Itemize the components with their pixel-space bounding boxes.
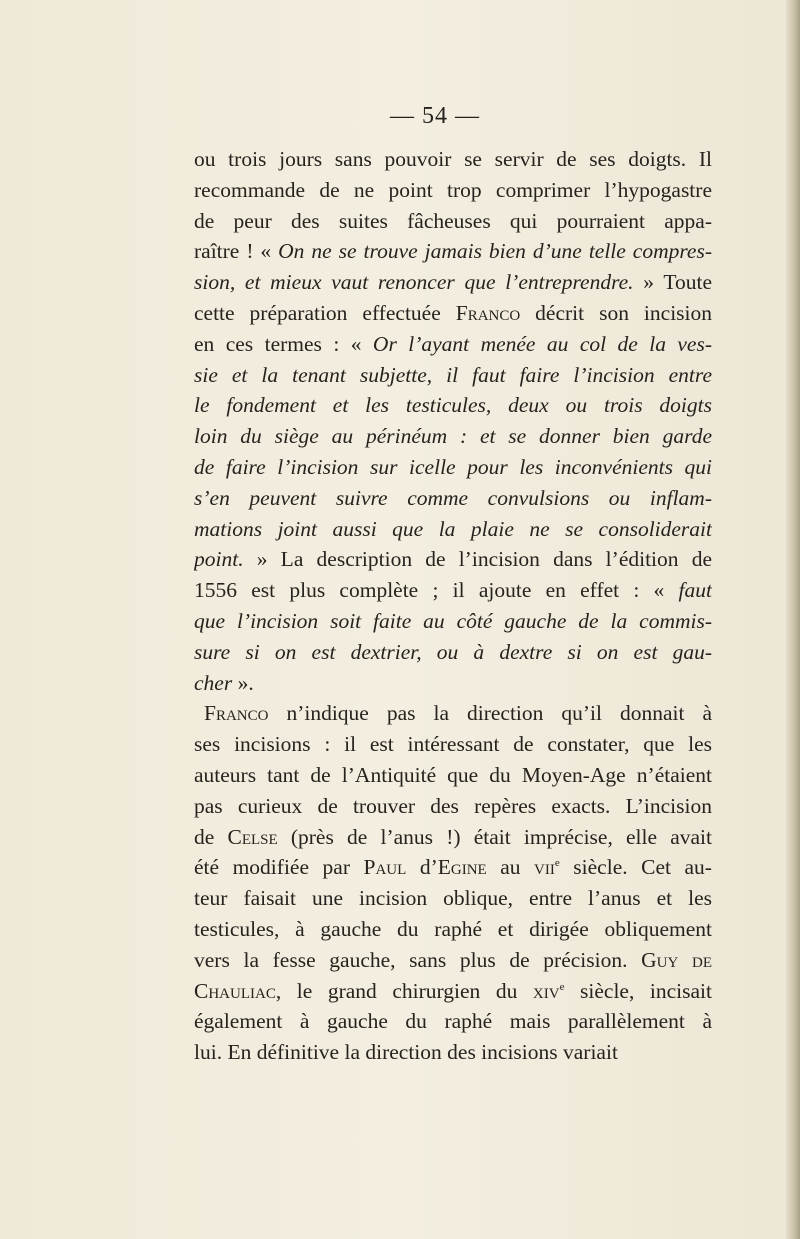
text-run: de peur des suites fâcheuses qui pourraient appa-: [194, 208, 712, 233]
text-run: 1556 est plus complète ; il ajoute en effet : «: [194, 578, 679, 603]
text-line: [194, 421, 712, 452]
text-line: [194, 1037, 712, 1068]
text-run: » Toute: [633, 270, 712, 295]
text-run: de: [194, 824, 228, 849]
text-run: On ne se trouve jamais bien d’une telle compres-: [278, 239, 712, 264]
text-run: cher: [194, 670, 233, 695]
text-run: également à gauche du raphé mais parallèlement à: [194, 1009, 712, 1034]
text-run: Or l’ayant menée au col de la ves-: [372, 331, 712, 356]
text-run: décrit son incision: [520, 300, 712, 325]
text-run: Egine: [437, 855, 487, 880]
text-line: [194, 1006, 712, 1037]
text-run: point.: [194, 547, 244, 572]
text-line: [194, 575, 712, 606]
text-line: [194, 360, 712, 391]
text-run: s’en peuvent suivre comme convulsions ou inflam-: [194, 485, 712, 510]
text-run: testicules, à gauche du raphé et dirigée obliquement: [194, 916, 712, 941]
text-run: auteurs tant de l’Antiquité que du Moyen-Age n’étaient: [194, 762, 712, 787]
text-run: xiv: [532, 978, 560, 1003]
text-line: [194, 822, 712, 853]
text-line: [194, 144, 712, 175]
text-run: cette préparation effectuée: [194, 300, 456, 325]
text-run: siècle, incisait: [564, 978, 712, 1003]
text-line: [194, 668, 712, 699]
superscript: e: [559, 980, 565, 993]
text-run: sure si on est dextrier, ou à dextre si on est gau-: [194, 639, 712, 664]
text-run: de faire l’incision sur icelle pour les inconvénients qui: [194, 454, 712, 479]
text-line: [194, 945, 712, 976]
text-run: en ces termes : «: [194, 331, 373, 356]
text-line: [194, 976, 712, 1007]
text-line: [194, 514, 712, 545]
text-run: que l’incision soit faite au côté gauche de la commis-: [194, 608, 712, 633]
page-number: — 54 —: [390, 103, 480, 129]
text-run: Paul: [363, 855, 407, 880]
text-line: [194, 329, 712, 360]
text-run: ses incisions : il est intéressant de constater, que les: [194, 732, 712, 757]
text-line: [194, 175, 712, 206]
text-run: sion, et mieux vaut renoncer que l’entreprendre.: [194, 270, 634, 295]
text-run: Franco: [204, 701, 269, 726]
text-line: [194, 298, 712, 329]
text-run: ».: [232, 670, 254, 695]
text-line: [194, 883, 712, 914]
text-run: été modifiée par: [194, 855, 364, 880]
text-run: au: [486, 855, 535, 880]
text-run: » La description de l’incision dans l’édition de: [243, 547, 712, 572]
text-line: [194, 544, 712, 575]
text-line: [194, 698, 712, 729]
text-run: siècle. Cet au-: [559, 855, 712, 880]
text-line: [194, 452, 712, 483]
text-run: Guy de: [641, 947, 712, 972]
text-run: n’indique pas la direction qu’il donnait à: [268, 701, 712, 726]
text-line: [194, 390, 712, 421]
text-line: [194, 236, 712, 267]
text-run: le fondement et les testicules, deux ou trois doigts: [194, 393, 712, 418]
text-run: , le grand chirurgien du: [275, 978, 533, 1003]
text-run: (près de l’anus !) était imprécise, elle avait: [277, 824, 712, 849]
text-run: faut: [678, 578, 712, 603]
text-line: [194, 483, 712, 514]
superscript: e: [554, 857, 560, 870]
body-text: [194, 144, 712, 1068]
text-run: Franco: [455, 300, 521, 325]
text-run: Celse: [227, 824, 278, 849]
text-run: recommande de ne point trop comprimer l’hypogastre: [194, 177, 712, 202]
text-line: [194, 760, 712, 791]
text-run: Chauliac: [194, 978, 276, 1003]
text-line: [194, 637, 712, 668]
text-line: [194, 914, 712, 945]
text-line: [194, 729, 712, 760]
text-run: ou trois jours sans pouvoir se servir de ses doigts. Il: [194, 147, 712, 171]
text-run: lui. En définitive la direction des incisions variait: [194, 1040, 618, 1065]
text-run: pas curieux de trouver des repères exacts. L’incision: [194, 793, 712, 818]
text-run: loin du siège au périnéum : et se donner bien garde: [194, 424, 712, 449]
page-edge-shadow: [786, 0, 800, 1239]
text-run: sie et la tenant subjette, il faut faire l’incision entre: [194, 362, 712, 387]
text-line: [194, 206, 712, 237]
text-run: teur faisait une incision oblique, entre l’anus et les: [194, 886, 712, 911]
text-line: [194, 791, 712, 822]
text-run: vii: [534, 855, 555, 880]
text-run: vers la fesse gauche, sans plus de précision.: [194, 947, 642, 972]
text-line: [194, 267, 712, 298]
text-run: raître ! «: [194, 239, 279, 264]
text-run: mations joint aussi que la plaie ne se consoliderait: [194, 516, 712, 541]
text-line: [194, 606, 712, 637]
text-run: d’: [406, 855, 438, 880]
text-line: [194, 852, 712, 883]
